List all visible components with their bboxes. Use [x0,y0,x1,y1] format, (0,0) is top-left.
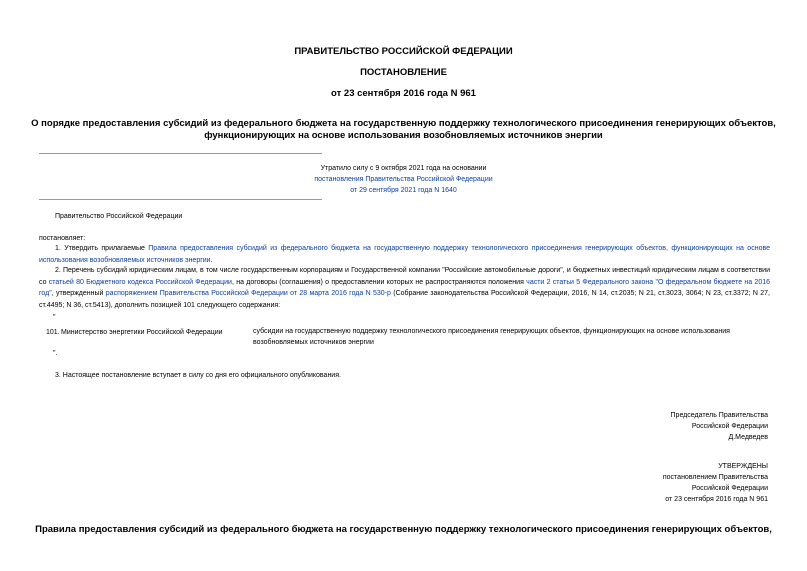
rules-title: Правила предоставления субсидий из федерального бюджета на государственную поддержку технологического присоединения генерирующих объектов, [35,524,772,535]
government-heading: ПРАВИТЕЛЬСТВО РОССИЙСКОЙ ФЕДЕРАЦИИ [294,46,513,57]
signature-line1: Председатель Правительства [670,412,768,419]
table-row-ministry: Министерство энергетики Российской Федерации [61,329,223,336]
decree-530-link[interactable]: распоряжением Правительства Российской Федерации от 28 марта 2016 года N 530-р [105,290,391,297]
approved-line1: УТВЕРЖДЕНЫ [718,463,768,470]
budget-code-link[interactable]: статьей 80 Бюджетного кодекса Российской Федерации [48,278,232,286]
quote-open: " [53,314,56,321]
status-line1: Утратило силу с 9 октября 2021 года на основании [320,165,487,172]
document-title-line1: О порядке предоставления субсидий из федерального бюджета на государственную поддержку технологического присоединения генерирующих объектов, [31,118,776,129]
signature-name: Д.Медведев [728,434,768,441]
divider-top [39,153,322,154]
paragraph-2: 2. Перечень субсидий юридическим лицам, в том числе государственным корпорациям и Государственной компании "Российские автомобильные дороги", и бюджетных инвестиций юридическим лицам в соответствии со статьей 80 Бюджетного кодекса Российской Федерации, на договоры (соглашения) о предоставлении которых не распространяются положения части 2 статьи 5 Федерального закона "О федеральном бюджете на 2016 год", утвержденный распоряжением Правительства Российской Федерации от 28 марта 2016 года N 530-р (Собрание законодательства Российской Федерации, 2016, N 14, ст.2035; N 21, ст.3023, 3064; N 23, ст.3372; N 27, ст.4495; N 36, ст.5413), дополнить позицией 101 следующего содержания: [39,267,771,309]
decrees-label: постановляет: [39,235,86,242]
government-label: Правительство Российской Федерации [55,213,183,220]
rules-link[interactable]: Правила предоставления субсидий из федерального бюджета на государственную поддержку технологического присоединения генерирующих объектов, функционирующих на основе использования возобновляемых источников энергии [39,245,770,264]
approved-line3: Российской Федерации [691,485,768,492]
signature-line2: Российской Федерации [691,423,768,430]
status-link-date[interactable]: от 29 сентября 2021 года N 1640 [350,187,457,194]
document-type: ПОСТАНОВЛЕНИЕ [360,67,447,78]
quote-close: ". [53,350,58,357]
divider-bottom [39,199,322,200]
approved-line4: от 23 сентября 2016 года N 961 [665,496,768,503]
status-link-decree[interactable]: постановления Правительства Российской Федерации [314,176,493,183]
document-date: от 23 сентября 2016 года N 961 [331,88,476,99]
paragraph-1: 1. Утвердить прилагаемые Правила предоставления субсидий из федерального бюджета на государственную поддержку технологического присоединения генерирующих объектов, функционирующих на основе использования возобновляемых источников энергии. [39,245,770,264]
approved-line2: постановлением Правительства [662,474,768,481]
paragraph-3: 3. Настоящее постановление вступает в силу со дня его официального опубликования. [55,372,341,379]
table-row-description: субсидии на государственную поддержку технологического присоединения генерирующих объектов, функционирующих на основе использования возобновляемых источников энергии [253,328,730,346]
document-title-line2: функционирующих на основе использования возобновляемых источников энергии [204,130,603,141]
table-row-number: 101. [46,329,60,336]
federal-law-link[interactable]: части 2 статьи 5 Федерального закона "О федеральном бюджете на 2016 год" [39,278,771,297]
